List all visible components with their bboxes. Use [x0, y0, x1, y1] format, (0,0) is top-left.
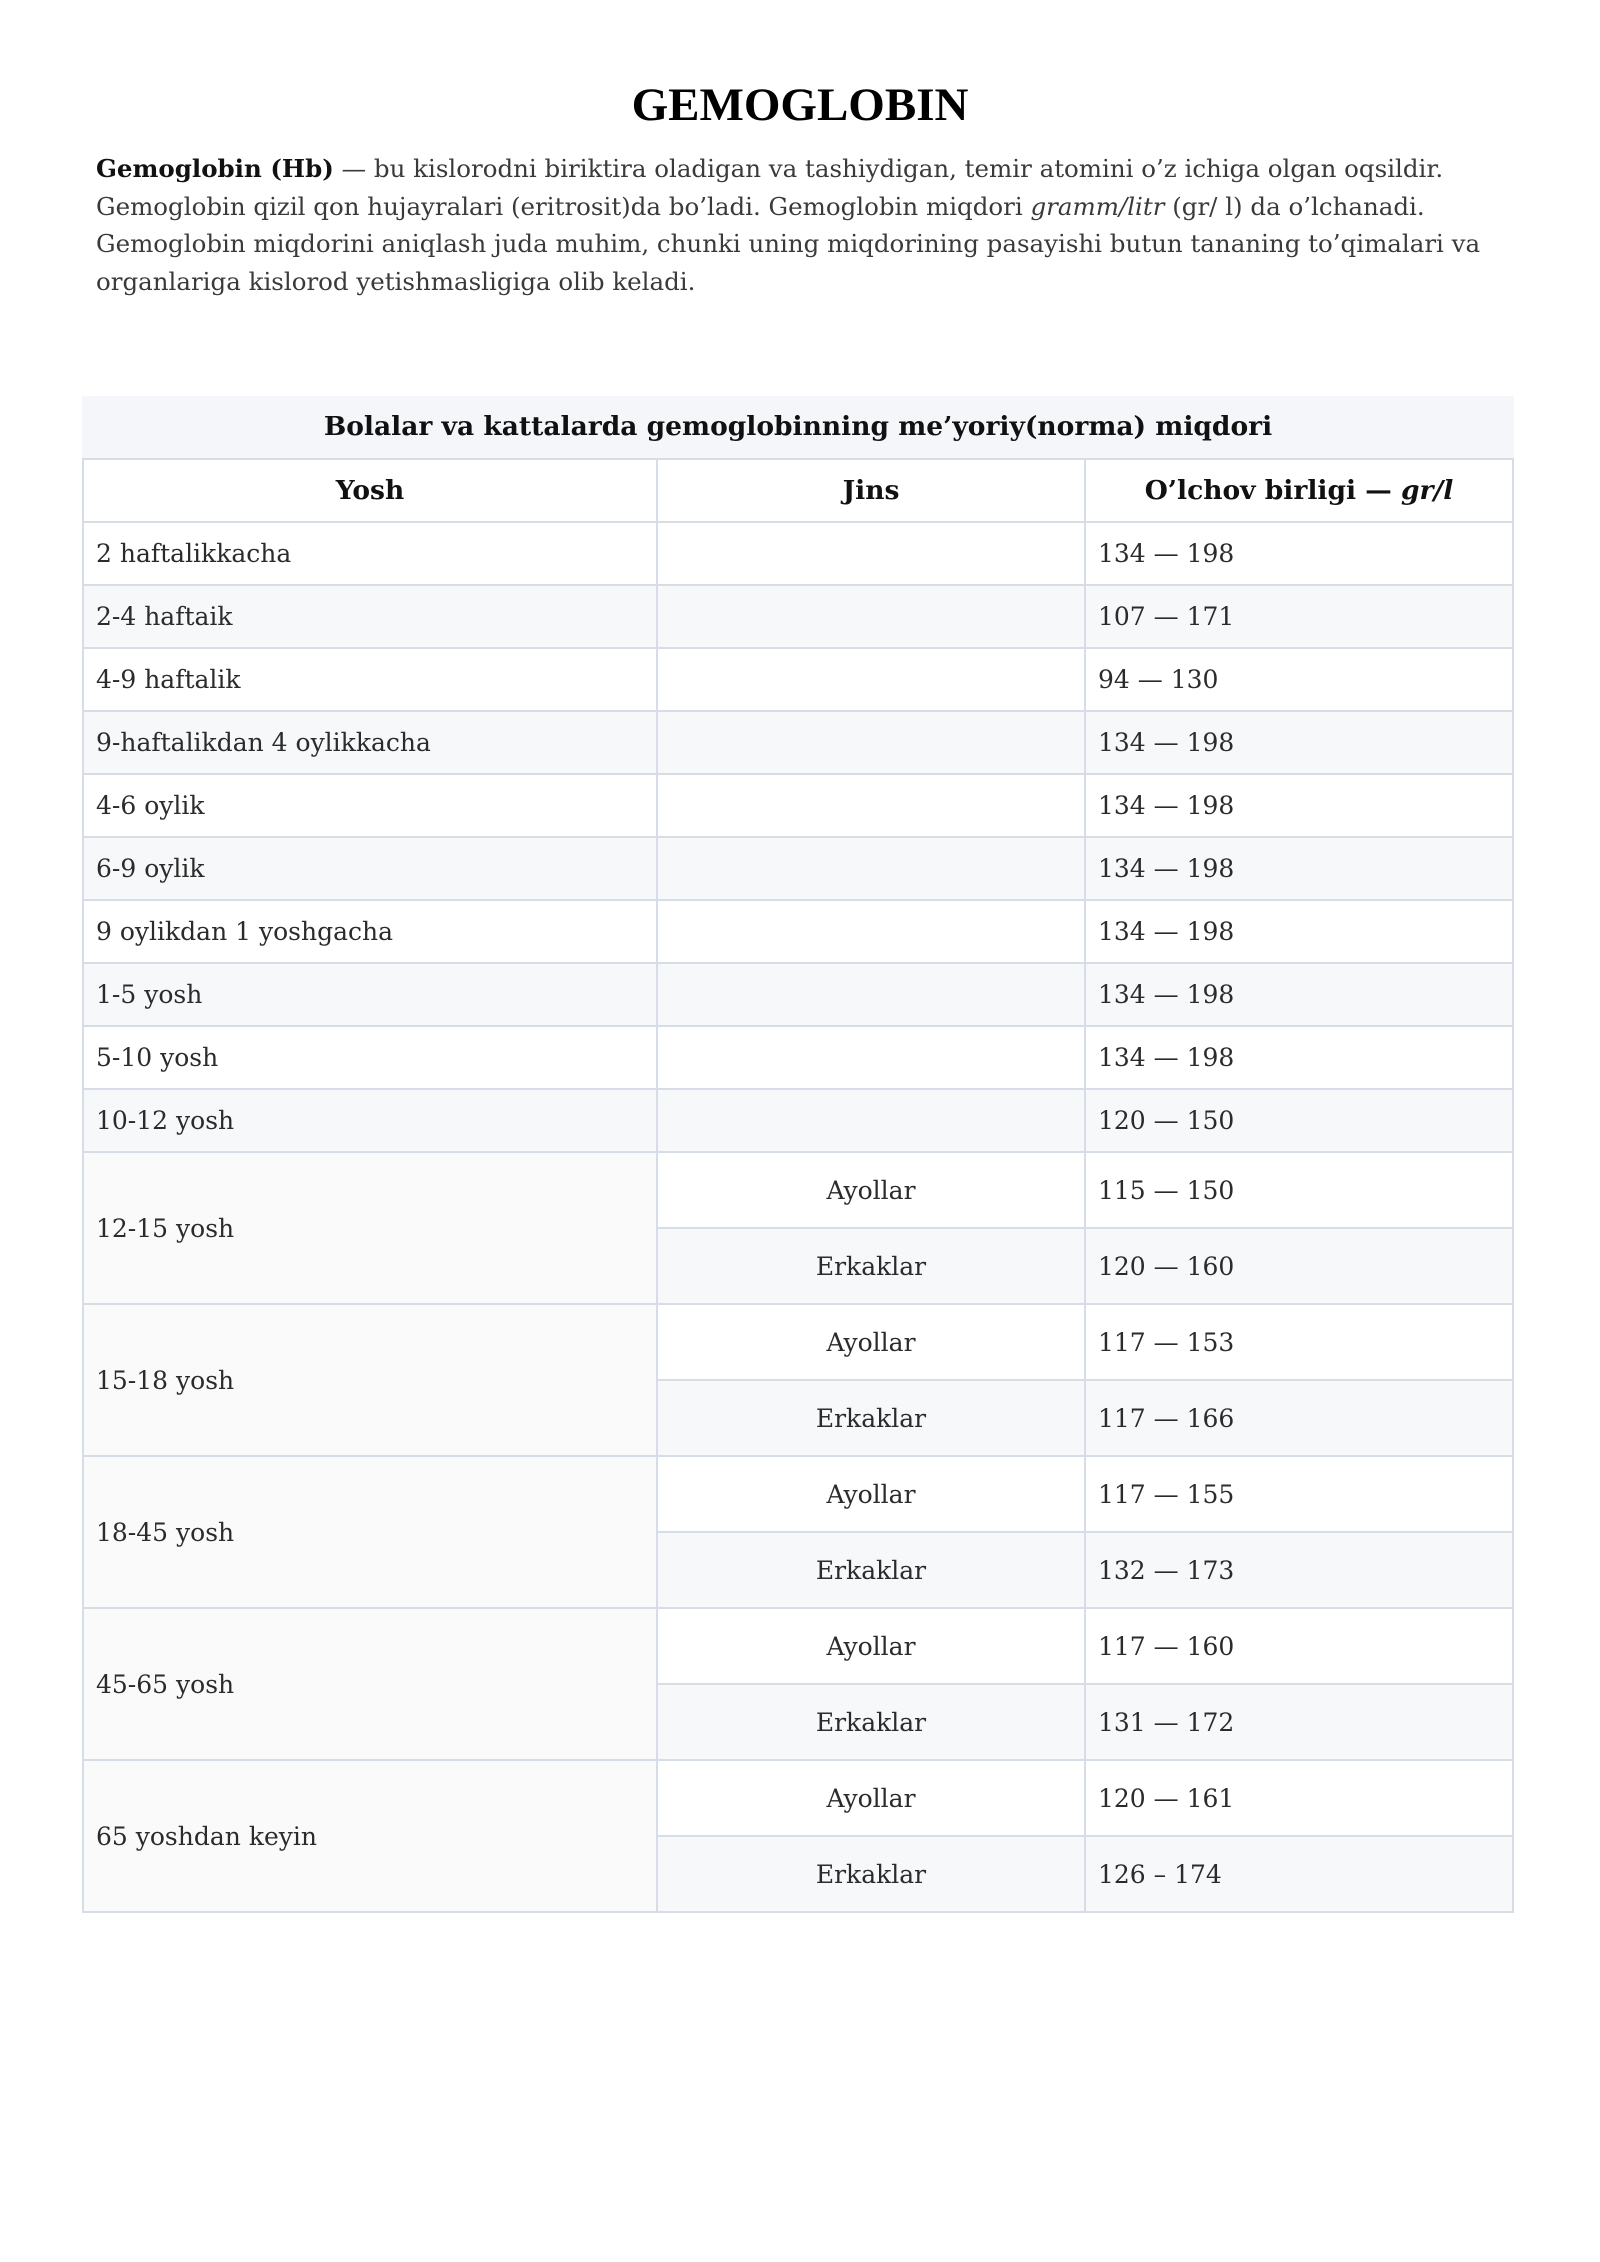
table-caption: Bolalar va kattalarda gemoglobinning me’yoriy(norma) miqdori — [82, 396, 1514, 458]
range-cell: 120 — 160 — [1085, 1228, 1513, 1304]
table-row — [83, 837, 1513, 900]
age-cell: 9 oylikdan 1 yoshgacha — [83, 900, 657, 963]
table-row — [83, 648, 1513, 711]
sex-cell: Erkaklar — [657, 1532, 1085, 1608]
intro-term: Gemoglobin (Hb) — [96, 154, 334, 183]
range-cell: 134 — 198 — [1085, 774, 1513, 837]
sex-cell — [657, 774, 1085, 837]
table-row — [83, 1089, 1513, 1152]
sex-cell: Ayollar — [657, 1152, 1085, 1228]
intro-text-1: — bu kislorodni biriktira oladigan va tashiydigan, temir atomini o’z ichiga olgan oqsildir. Gemoglobin qizil qon hujayralari (eritrosit)da bo’ladi. Gemoglobin miqdori — [96, 154, 1444, 221]
table-row — [83, 900, 1513, 963]
age-cell: 5-10 yosh — [83, 1026, 657, 1089]
range-cell: 131 — 172 — [1085, 1684, 1513, 1760]
range-cell: 117 — 166 — [1085, 1380, 1513, 1456]
sex-cell — [657, 648, 1085, 711]
intro-unit: gramm/litr — [1030, 191, 1165, 221]
range-cell: 134 — 198 — [1085, 522, 1513, 585]
age-cell: 45-65 yosh — [83, 1608, 657, 1760]
age-cell: 12-15 yosh — [83, 1152, 657, 1304]
sex-cell — [657, 1089, 1085, 1152]
sex-cell: Erkaklar — [657, 1684, 1085, 1760]
sex-cell: Ayollar — [657, 1304, 1085, 1380]
age-cell: 2-4 haftaik — [83, 585, 657, 648]
age-cell: 4-6 oylik — [83, 774, 657, 837]
sex-cell: Ayollar — [657, 1456, 1085, 1532]
range-cell: 134 — 198 — [1085, 963, 1513, 1026]
header-age: Yosh — [83, 459, 657, 522]
range-cell: 134 — 198 — [1085, 1026, 1513, 1089]
sex-cell: Ayollar — [657, 1760, 1085, 1836]
range-cell: 120 — 161 — [1085, 1760, 1513, 1836]
header-sex: Jins — [657, 459, 1085, 522]
sex-cell — [657, 585, 1085, 648]
table-row — [83, 711, 1513, 774]
age-cell: 18-45 yosh — [83, 1456, 657, 1608]
sex-cell — [657, 963, 1085, 1026]
table-row — [83, 1608, 1513, 1684]
header-unit — [1085, 459, 1513, 522]
sex-cell — [657, 1026, 1085, 1089]
sex-cell — [657, 837, 1085, 900]
table-row — [83, 1760, 1513, 1836]
table-row — [83, 1456, 1513, 1532]
sex-cell: Ayollar — [657, 1608, 1085, 1684]
range-cell: 120 — 150 — [1085, 1089, 1513, 1152]
table-row — [83, 1152, 1513, 1228]
sex-cell: Erkaklar — [657, 1380, 1085, 1456]
intro-text-2: (gr/ l) da o’lchanadi. Gemoglobin miqdorini aniqlash juda muhim, chunki uning miqdorining pasayishi butun tananing to’qimalari va organlariga kislorod yetishmasligiga olib keladi. — [96, 191, 1481, 296]
hemoglobin-norms-table — [82, 396, 1514, 1913]
range-cell: 134 — 198 — [1085, 900, 1513, 963]
range-cell: 94 — 130 — [1085, 648, 1513, 711]
range-cell: 117 — 155 — [1085, 1456, 1513, 1532]
table-header-row — [83, 459, 1513, 522]
age-cell: 2 haftalikkacha — [83, 522, 657, 585]
age-cell: 15-18 yosh — [83, 1304, 657, 1456]
table-row — [83, 522, 1513, 585]
age-cell: 65 yoshdan keyin — [83, 1760, 657, 1912]
intro-paragraph — [96, 150, 1516, 300]
age-cell: 9-haftalikdan 4 oylikkacha — [83, 711, 657, 774]
sex-cell — [657, 711, 1085, 774]
range-cell: 107 — 171 — [1085, 585, 1513, 648]
range-cell: 117 — 153 — [1085, 1304, 1513, 1380]
table-row — [83, 1304, 1513, 1380]
sex-cell: Erkaklar — [657, 1228, 1085, 1304]
age-cell: 6-9 oylik — [83, 837, 657, 900]
age-cell: 4-9 haftalik — [83, 648, 657, 711]
range-cell: 115 — 150 — [1085, 1152, 1513, 1228]
range-cell: 134 — 198 — [1085, 711, 1513, 774]
table-row — [83, 585, 1513, 648]
age-cell: 10-12 yosh — [83, 1089, 657, 1152]
header-unit-prefix: O’lchov birligi — — [1144, 475, 1402, 506]
sex-cell — [657, 900, 1085, 963]
sex-cell: Erkaklar — [657, 1836, 1085, 1912]
range-cell: 117 — 160 — [1085, 1608, 1513, 1684]
table-row — [83, 1026, 1513, 1089]
age-cell: 1-5 yosh — [83, 963, 657, 1026]
page-title: GEMOGLOBIN — [631, 79, 969, 131]
range-cell: 132 — 173 — [1085, 1532, 1513, 1608]
table-row — [83, 774, 1513, 837]
range-cell: 134 — 198 — [1085, 837, 1513, 900]
header-unit-italic: gr/l — [1401, 475, 1454, 506]
table-row — [83, 963, 1513, 1026]
range-cell: 126 – 174 — [1085, 1836, 1513, 1912]
sex-cell — [657, 522, 1085, 585]
